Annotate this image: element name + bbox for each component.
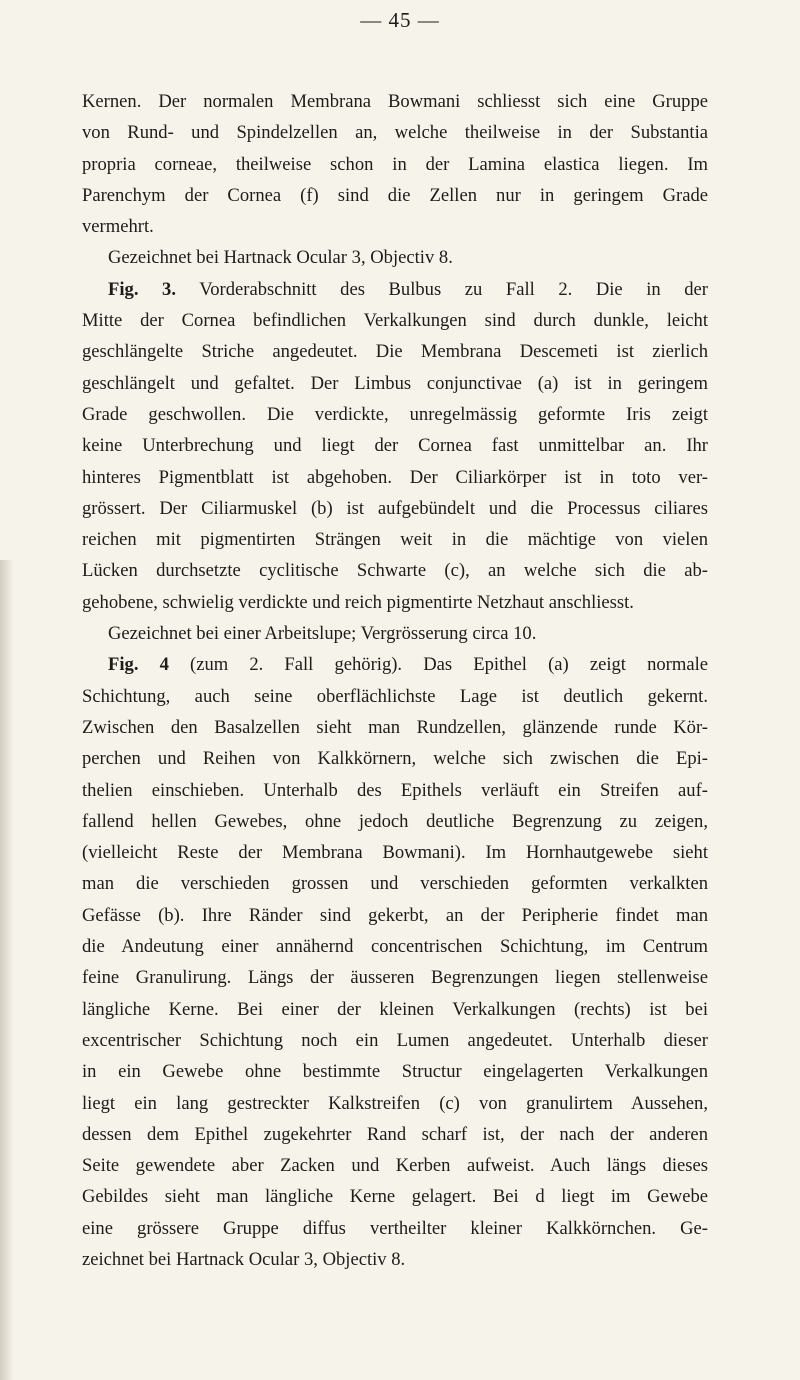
text-line (82, 1150, 708, 1181)
text-line (82, 712, 708, 743)
line-text: (vielleicht Reste der Membrana Bowmani). Im Hornhautgewebe sieht (82, 842, 708, 864)
text-line (82, 994, 708, 1025)
line-text: Parenchym der Cornea (f) sind die Zellen nur in geringem Grade (82, 184, 708, 206)
line-text: geschlängelt und gefaltet. Der Limbus conjunctivae (a) ist in geringem (82, 372, 708, 394)
line-text: man die verschieden grossen und verschieden geformten verkalkten (82, 873, 708, 895)
line-text: liegt ein lang gestreckter Kalkstreifen (c) von granulirtem Aussehen, (82, 1092, 708, 1114)
line-text: Grade geschwollen. Die verdickte, unregelmässig geformte Iris zeigt (82, 403, 708, 425)
line-text: Vorderabschnitt des Bulbus zu Fall 2. Die in der (175, 278, 708, 300)
text-line (82, 775, 708, 806)
text-line (82, 399, 708, 430)
text-line (82, 430, 708, 461)
line-text: Gezeichnet bei Hartnack Ocular 3, Objectiv 8. (108, 247, 453, 269)
line-text: zeichnet bei Hartnack Ocular 3, Objectiv 8. (82, 1248, 406, 1270)
text-line (82, 681, 708, 712)
line-text: grössert. Der Ciliarmuskel (b) ist aufgebündelt und die Processus ciliares (82, 497, 708, 519)
text-line (82, 837, 708, 868)
text-line (82, 555, 708, 586)
text-line (82, 1119, 708, 1150)
line-text: feine Granulirung. Längs der äusseren Begrenzungen liegen stellenweise (82, 967, 708, 989)
text-line (82, 1213, 708, 1244)
line-text: (zum 2. Fall gehörig). Das Epithel (a) zeigt normale (168, 654, 708, 676)
line-text: excentrischer Schichtung noch ein Lumen angedeutet. Unterhalb dieser (82, 1029, 708, 1051)
line-text: von Rund- und Spindelzellen an, welche theilweise in der Substantia (82, 122, 708, 144)
line-text: geschlängelte Striche angedeutet. Die Membrana Descemeti ist zierlich (82, 341, 708, 363)
text-line (82, 180, 708, 211)
text-line (82, 649, 708, 680)
text-line (82, 305, 708, 336)
text-line (82, 1244, 708, 1275)
line-text: längliche Kerne. Bei einer der kleinen Verkalkungen (rechts) ist bei (82, 998, 708, 1020)
text-line (82, 868, 708, 899)
line-text: Gefässe (b). Ihre Ränder sind gekerbt, an der Peripherie findet man (82, 904, 708, 926)
text-line (82, 242, 708, 273)
line-text: Mitte der Cornea befindlichen Verkalkungen sind durch dunkle, leicht (82, 310, 708, 332)
text-line (82, 462, 708, 493)
figure-label: Fig. 3. (108, 278, 176, 300)
line-text: die Andeutung einer annähernd concentrischen Schichtung, im Centrum (82, 936, 708, 958)
line-text: thelien einschieben. Unterhalb des Epithels verläuft ein Streifen auf- (82, 779, 708, 801)
line-text: propria corneae, theilweise schon in der Lamina elastica liegen. Im (82, 153, 708, 175)
text-line (82, 587, 708, 618)
text-line (82, 493, 708, 524)
line-text: dessen dem Epithel zugekehrter Rand scharf ist, der nach der anderen (82, 1123, 708, 1145)
text-line (82, 149, 708, 180)
text-line (82, 211, 708, 242)
line-text: Lücken durchsetzte cyclitische Schwarte (c), an welche sich die ab- (82, 560, 708, 582)
text-line (82, 524, 708, 555)
line-text: Seite gewendete aber Zacken und Kerben aufweist. Auch längs dieses (82, 1155, 708, 1177)
text-line (82, 806, 708, 837)
line-text: perchen und Reihen von Kalkkörnern, welche sich zwischen die Epi- (82, 748, 708, 770)
text-line (82, 962, 708, 993)
text-line (82, 1088, 708, 1119)
page-number: — 45 — (360, 8, 440, 32)
line-text: gehobene, schwielig verdickte und reich pigmentirte Netzhaut anschliesst. (82, 591, 634, 613)
text-line (82, 618, 708, 649)
text-line (82, 1181, 708, 1212)
text-line (82, 368, 708, 399)
text-line (82, 1025, 708, 1056)
line-text: eine grössere Gruppe diffus vertheilter kleiner Kalkkörnchen. Ge- (82, 1217, 708, 1239)
line-text: hinteres Pigmentblatt ist abgehoben. Der Ciliarkörper ist in toto ver- (82, 466, 708, 488)
line-text: Zwischen den Basalzellen sieht man Rundzellen, glänzende runde Kör- (82, 716, 708, 738)
line-text: Kernen. Der normalen Membrana Bowmani schliesst sich eine Gruppe (82, 91, 708, 112)
text-line (82, 931, 708, 962)
text-line (82, 743, 708, 774)
line-text: keine Unterbrechung und liegt der Cornea fast unmittelbar an. Ihr (82, 435, 708, 457)
line-text: fallend hellen Gewebes, ohne jedoch deutliche Begrenzung zu zeigen, (82, 810, 708, 832)
line-text: vermehrt. (82, 216, 154, 238)
line-text: reichen mit pigmentirten Strängen weit in die mächtige von vielen (82, 529, 708, 551)
line-text: Gebildes sieht man längliche Kerne gelagert. Bei d liegt im Gewebe (82, 1186, 708, 1208)
page-edge-shadow (0, 560, 14, 1380)
line-text: in ein Gewebe ohne bestimmte Structur eingelagerten Verkalkungen (82, 1061, 708, 1083)
text-line (82, 274, 708, 305)
text-line (82, 117, 708, 148)
text-line (82, 900, 708, 931)
body-text (82, 86, 708, 1275)
line-text: Schichtung, auch seine oberflächlichste Lage ist deutlich gekernt. (82, 685, 708, 707)
text-line (82, 1056, 708, 1087)
text-line (82, 86, 708, 117)
text-line (82, 336, 708, 367)
line-text: Gezeichnet bei einer Arbeitslupe; Vergrösserung circa 10. (108, 623, 537, 645)
figure-label: Fig. 4 (108, 654, 169, 676)
